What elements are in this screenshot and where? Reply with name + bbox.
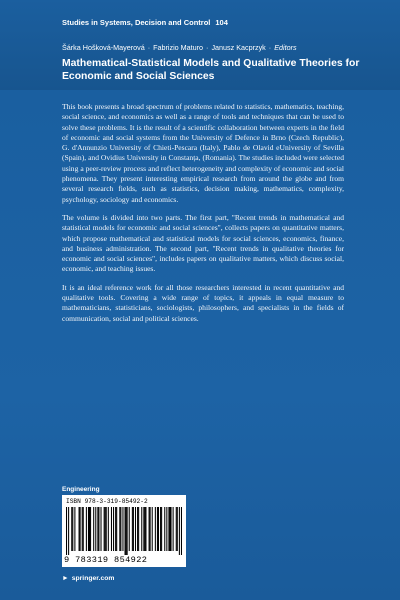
isbn-text: ISBN 978-3-319-85492-2 xyxy=(66,498,148,505)
editor-separator: · xyxy=(147,43,151,52)
abstract-paragraph: It is an ideal reference work for all those researchers interested in recent quantitative and qualitative tools. Covering a wide range of topics, it appeals in equal measure to mathematicians, statisticians, sociologists, philosophers, and specialists in the fields of communication, social and political sciences. xyxy=(62,282,344,323)
abstract-paragraph: This book presents a broad spectrum of problems related to statistics, mathematics, teaching, social science, and economics as well as a range of tools and techniques that can be used to solve these problems. It is the result of a scientific collaboration between experts in the field of economic and social systems from the University of Defence in Brno (Czech Republic), G. d'Annunzio University of Chieti-Pescara (Italy), Pablo de Olavid eUniversity of Sevilla (Spain), and Ovidius University in Constanța, (Romania). The studies included were selected using a peer-review process and reflect heterogeneity and complexity of economic and social phenomena. They present interesting empirical research from around the globe and from several research fields, such as statistics, decision making, mathematics, complexity, psychology, sociology and economics. xyxy=(62,102,344,204)
editors-line xyxy=(62,43,297,52)
cover-header xyxy=(0,0,400,90)
barcode-panel xyxy=(62,495,186,567)
book-title: Mathematical-Statistical Models and Qualitative Theories for Economic and Social Sciences xyxy=(62,58,360,82)
abstract-paragraph: The volume is divided into two parts. The first part, "Recent trends in mathematical and statistical models for economic and social sciences", collects papers on quantitative matters, which propose mathematical and statistical models for social sciences, economics, finance, and business administration. The second part, "Recent trends in qualitative theories for economic and social sciences", includes papers on qualitative matters, which discuss social, economic, and teaching issues. xyxy=(62,212,344,274)
arrow-right-icon: ► xyxy=(62,575,69,582)
editor-name: Šárka Hošková-Mayerová xyxy=(62,43,145,52)
website-link[interactable]: springer.com xyxy=(71,575,115,582)
publisher-website[interactable] xyxy=(62,575,114,582)
editor-name: Janusz Kacprzyk xyxy=(211,43,266,52)
series-number: 104 xyxy=(215,18,228,27)
series-line xyxy=(62,18,228,27)
editor-separator: · xyxy=(206,43,209,52)
barcode-number: 9 783319 854922 xyxy=(64,555,148,565)
editor-separator: · xyxy=(268,43,272,52)
series-name: Studies in Systems, Decision and Control xyxy=(62,18,211,27)
cover-body xyxy=(0,90,400,600)
subject-label: Engineering xyxy=(62,486,100,493)
editors-suffix: Editors xyxy=(274,43,297,52)
editor-name: Fabrizio Maturo xyxy=(153,43,204,52)
book-abstract xyxy=(62,102,344,332)
barcode-icon xyxy=(66,507,182,555)
